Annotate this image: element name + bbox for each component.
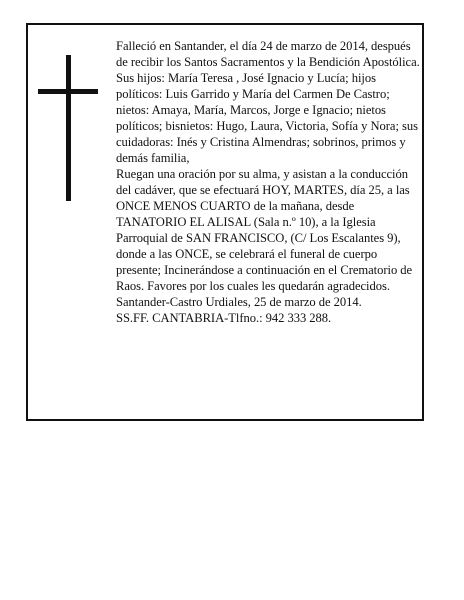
funeral-services-contact: SS.FF. CANTABRIA-Tlfno.: 942 333 288. xyxy=(116,311,332,325)
funeral-details: Ruegan una oración por su alma, y asistan a la conducción del cadáver, que se efectuará HOY, MARTES, día 25, a las ONCE MENOS CUARTO de la mañana, desde TANATORIO EL ALISAL (Sala n.º 10), a la Iglesia Parroquial de SAN FRANCISCO, (C/ Los Escalantes 9), donde a las ONCE, se celebrará el funeral de cuerpo presente; Incinerándose a continuación en el Crematorio de Raos. Favores por los cuales les quedarán agradecidos. xyxy=(116,167,413,293)
notice-body xyxy=(116,38,422,326)
latin-cross-icon xyxy=(38,55,98,201)
death-announcement: Falleció en Santander, el día 24 de marzo de 2014, después de recibir los Santos Sacramentos y la Bendición Apostólica. xyxy=(116,39,420,69)
cross-horizontal-bar xyxy=(38,89,98,94)
family-list: Sus hijos: María Teresa , José Ignacio y Lucía; hijos políticos: Luis Garrido y María del Carmen De Castro; nietos: Amaya, María, Marcos, Jorge e Ignacio; nietos políticos; bisnietos: Hugo, Laura, Victoria, Sofía y Nora; sus cuidadoras: Inés y Cristina Almendras; sobrinos, primos y demás familia, xyxy=(116,71,418,165)
cross-vertical-bar xyxy=(66,55,71,201)
place-date-line: Santander-Castro Urdiales, 25 de marzo de 2014. xyxy=(116,295,362,309)
obituary-notice xyxy=(26,23,424,421)
